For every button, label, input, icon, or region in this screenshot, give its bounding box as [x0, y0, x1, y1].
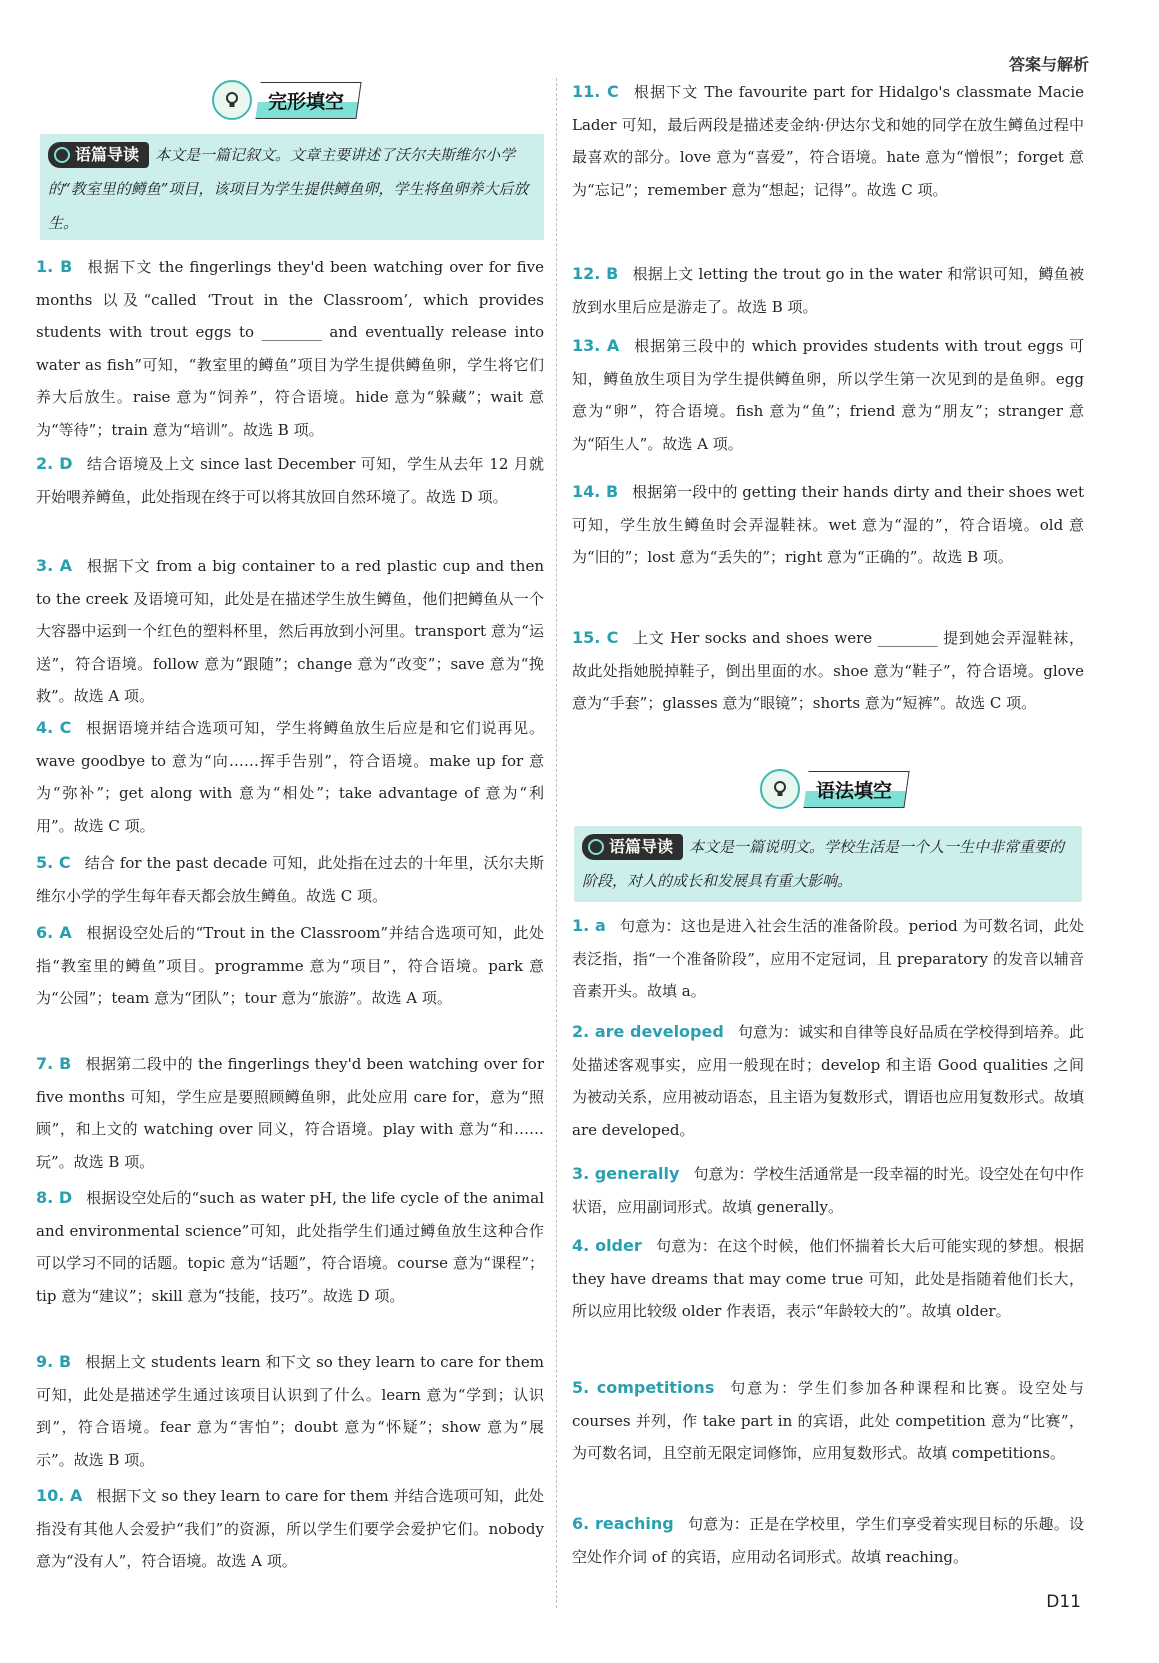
- grammar-intro-text: 本文是一篇说明文。学校生活是一个人一生中非常重要的阶段，对人的成长和发展具有重大影响。: [582, 838, 1065, 890]
- intro-tag: [582, 834, 683, 860]
- answer-number: 11. C: [572, 82, 619, 101]
- answer-text: 上文 Her socks and shoes were ________ 提到她会弄湿鞋袜，故此处指她脱掉鞋子，倒出里面的水。shoe 意为“鞋子”，符合语境。glove 意为“手套”；glasses 意为“眼镜”；shorts 意为“短裤”。故选 C 项。: [572, 629, 1085, 712]
- answer-item: [572, 476, 1084, 574]
- answer-text: 根据下文 from a big container to a red plastic cup and then to the creek 及语境可知，此处是在描述学生放生鳟鱼，他们把鳟鱼从一个大容器中运到一个红色的塑料杯里，然后再放到小河里。transport 意为“运送”，符合语境。follow 意为“跟随”；change 意为“改变”；save 意为“挽救”。故选 A 项。: [36, 557, 544, 705]
- answer-number: 2. D: [36, 454, 73, 473]
- answer-item: [36, 550, 544, 713]
- answer-item: [36, 847, 544, 912]
- answer-text: 根据下文 the fingerlings they'd been watching over for five months 以及“called ‘Trout in the Classroom’, which provides students with trout eggs to ________ and eventually release into water as fish”可知，“教室里的鳟鱼”项目为学生提供鳟鱼卵，学生将它们养大后放生。raise 意为“饲养”，符合语境。hide 意为“躲藏”；wait 意为“等待”；train 意为“培训”。故选 B 项。: [36, 258, 544, 439]
- answer-text: 结合语境及上文 since last December 可知，学生从去年 12 月就开始喂养鳟鱼，此处指现在终于可以将其放回自然环境了。故选 D 项。: [36, 455, 545, 506]
- answer-text: 句意为：正是在学校里，学生们享受着实现目标的乐趣。设空处作介词 of 的宾语，应用动名词形式。故填 reaching。: [572, 1515, 1084, 1566]
- intro-tag: [48, 142, 149, 168]
- answer-number: 8. D: [36, 1188, 73, 1207]
- answer-item: [36, 1182, 544, 1312]
- answer-number: 3. generally: [572, 1164, 680, 1183]
- answer-text: 结合 for the past decade 可知，此处指在过去的十年里，沃尔夫斯维尔小学的学生每年春天都会放生鳟鱼。故选 C 项。: [36, 854, 545, 905]
- answer-item: [572, 258, 1084, 323]
- answer-text: 根据下文 The favourite part for Hidalgo's classmate Macie Lader 可知，最后两段是描述麦金纳·伊达尔戈和她的同学在放生鳟鱼过程中最喜欢的部分。love 意为“喜爱”，符合语境。hate 意为“憎恨”；forget 意为“忘记”；remember 意为“想起；记得”。故选 C 项。: [572, 83, 1085, 199]
- answer-text: 句意为：在这个时候，他们怀揣着长大后可能实现的梦想。根据 they have dreams that may come true 可知，此处是指随着他们长大，所以应用比较级 older 作表语，表示“年龄较大的”。故填 older。: [572, 1237, 1084, 1320]
- answer-text: 根据语境并结合选项可知，学生将鳟鱼放生后应是和它们说再见。wave goodbye to 意为“向……挥手告别”，符合语境。make up for 意为“弥补”；get along with 意为“相处”；take advantage of 意为“利用”。故选 C 项。: [36, 719, 544, 835]
- answer-text: 根据下文 so they learn to care for them 并结合选项可知，此处指没有其他人会爱护“我们”的资源，所以学生们要学会爱护它们。nobody 意为“没有人”，符合语境。故选 A 项。: [36, 1487, 544, 1570]
- intro-tag-label: 语篇导读: [75, 145, 140, 164]
- answer-number: 13. A: [572, 336, 620, 355]
- answer-item: [36, 448, 544, 513]
- right-column: [572, 0, 1084, 1663]
- answer-number: 1. a: [572, 916, 606, 935]
- answer-text: 根据上文 letting the trout go in the water 和常识可知，鳟鱼被放到水里后应是游走了。故选 B 项。: [572, 265, 1085, 316]
- column-divider: [556, 78, 557, 1608]
- answer-text: 句意为：学生们参加各种课程和比赛。设空处与 courses 并列，作 take part in 的宾语，此处 competition 意为“比赛”，为可数名词，且空前无限定词修饰，应用复数形式。故填 competitions。: [572, 1379, 1084, 1462]
- answer-item: [36, 251, 544, 446]
- answer-item: [572, 622, 1084, 720]
- answer-item: [36, 917, 544, 1015]
- answer-item: [572, 1372, 1084, 1470]
- lightbulb-icon: [760, 769, 800, 809]
- cloze-intro-box: [40, 134, 544, 240]
- answer-number: 10. A: [36, 1486, 83, 1505]
- answer-item: [36, 1480, 544, 1578]
- answer-number: 6. reaching: [572, 1514, 674, 1533]
- answer-text: 句意为：学校生活通常是一段幸福的时光。设空处在句中作状语，应用副词形式。故填 generally。: [572, 1165, 1084, 1216]
- grammar-title: 语法填空: [816, 779, 893, 802]
- cloze-intro-text: 本文是一篇记叙文。文章主要讲述了沃尔夫斯维尔小学的“教室里的鳟鱼”项目，该项目为学生提供鳟鱼卵，学生将鱼卵养大后放生。: [48, 146, 529, 232]
- answer-text: 根据第三段中的 which provides students with trout eggs 可知，鳟鱼放生项目为学生提供鳟鱼卵，所以学生第一次见到的是鱼卵。egg 意为“卵”，符合语境。fish 意为“鱼”；friend 意为“朋友”；stranger 意为“陌生人”。故选 A 项。: [572, 337, 1084, 453]
- answer-number: 1. B: [36, 257, 73, 276]
- answer-number: 9. B: [36, 1352, 72, 1371]
- answer-number: 14. B: [572, 482, 619, 501]
- answer-text: 根据设空处后的“Trout in the Classroom”并结合选项可知，此处指“教室里的鳟鱼”项目。programme 意为“项目”，符合语境。park 意为“公园”；team 意为“团队”；tour 意为“旅游”。故选 A 项。: [36, 924, 544, 1007]
- grammar-section-title: [760, 769, 907, 809]
- answer-item: [36, 1048, 544, 1178]
- answer-number: 5. competitions: [572, 1378, 715, 1397]
- answer-text: 根据上文 students learn 和下文 so they learn to care for them 可知，此处是描述学生通过该项目认识到了什么。learn 意为“学到；认识到”，符合语境。fear 意为“害怕”；doubt 意为“怀疑”；show 意为“展示”。故选 B 项。: [36, 1353, 545, 1469]
- answer-number: 12. B: [572, 264, 619, 283]
- answer-item: [572, 1016, 1084, 1146]
- answer-item: [572, 76, 1084, 206]
- target-icon: [588, 839, 604, 855]
- page-header: 答案与解析: [1008, 55, 1089, 74]
- answer-number: 2. are developed: [572, 1022, 724, 1041]
- answer-number: 4. C: [36, 718, 72, 737]
- answer-number: 5. C: [36, 853, 71, 872]
- left-column: [36, 0, 544, 1663]
- answer-item: [572, 330, 1084, 460]
- answer-item: [572, 1158, 1084, 1223]
- answer-text: 句意为：诚实和自律等良好品质在学校得到培养。此处描述客观事实，应用一般现在时；develop 和主语 Good qualities 之间为被动关系，应用被动语态，且主语为复数形式，谓语也应用复数形式。故填 are developed。: [572, 1023, 1084, 1139]
- answer-text: 根据第一段中的 getting their hands dirty and their shoes wet 可知，学生放生鳟鱼时会弄湿鞋袜。wet 意为“湿的”，符合语境。old 意为“旧的”；lost 意为“丢失的”；right 意为“正确的”。故选 B 项。: [572, 483, 1084, 566]
- answer-text: 句意为：这也是进入社会生活的准备阶段。period 为可数名词，此处表泛指，指“一个准备阶段”，应用不定冠词，且 preparatory 的发音以辅音音素开头。故填 a。: [572, 917, 1085, 1000]
- answer-item: [572, 1230, 1084, 1328]
- answer-text: 根据第二段中的 the fingerlings they'd been watching over for five months 可知，学生应是要照顾鳟鱼卵，此处应用 care for，意为“照顾”，和上文的 watching over 同义，符合语境。play with 意为“和……玩”。故选 B 项。: [36, 1055, 544, 1171]
- grammar-intro-box: [574, 826, 1082, 902]
- lightbulb-icon: [212, 80, 252, 120]
- intro-tag-label: 语篇导读: [609, 837, 674, 856]
- answer-text: 根据设空处后的“such as water pH, the life cycle of the animal and environmental science”可知，此处指学生们通过鳟鱼放生这种合作可以学习不同的话题。topic 意为“话题”，符合语境。course 意为“课程”；tip 意为“建议”；skill 意为“技能，技巧”。故选 D 项。: [36, 1189, 544, 1305]
- answer-number: 7. B: [36, 1054, 72, 1073]
- answer-number: 6. A: [36, 923, 72, 942]
- answer-item: [36, 712, 544, 842]
- answer-number: 15. C: [572, 628, 619, 647]
- answer-number: 4. older: [572, 1236, 642, 1255]
- answer-item: [36, 1346, 544, 1476]
- answer-item: [572, 910, 1084, 1008]
- target-icon: [54, 147, 70, 163]
- answer-item: [572, 1508, 1084, 1573]
- page-number: D11: [1046, 1592, 1081, 1612]
- answer-number: 3. A: [36, 556, 73, 575]
- cloze-title: 完形填空: [268, 90, 345, 113]
- cloze-section-title: [212, 80, 359, 120]
